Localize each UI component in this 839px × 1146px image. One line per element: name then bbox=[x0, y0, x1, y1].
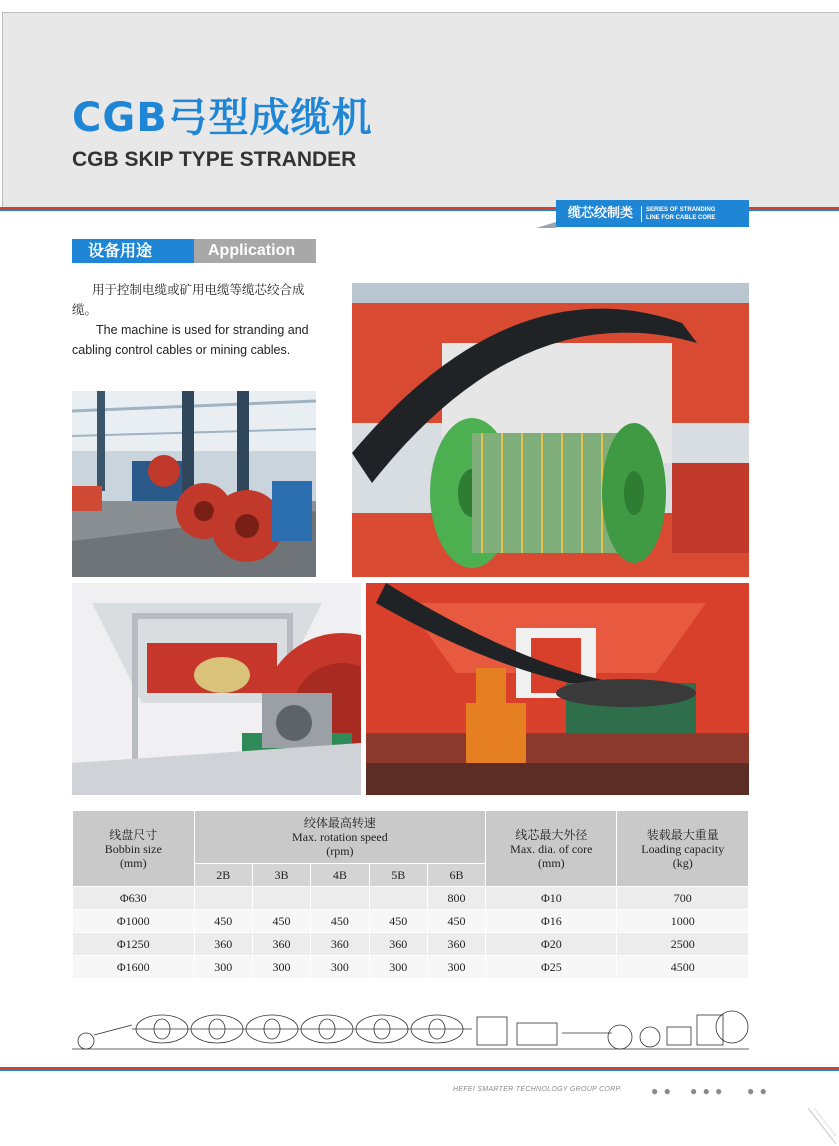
cell-load: 1000 bbox=[617, 910, 749, 933]
footer-company: HEFEI SMARTER TECHNOLOGY GROUP CORP. bbox=[453, 1086, 622, 1093]
series-tag-tail bbox=[536, 222, 556, 228]
table-row bbox=[73, 933, 749, 956]
cell-3b: 360 bbox=[252, 933, 310, 956]
col-header-load bbox=[617, 811, 749, 887]
page-title-en: CGB SKIP TYPE STRANDER bbox=[72, 148, 357, 171]
col-header-load-cn: 装载最大重量 bbox=[646, 827, 719, 842]
cell-3b: 450 bbox=[252, 910, 310, 933]
cell-6b: 450 bbox=[427, 910, 485, 933]
spec-table bbox=[72, 810, 749, 979]
col-header-bobbin-en: Bobbin size bbox=[104, 841, 162, 856]
cell-core: Φ20 bbox=[486, 933, 617, 956]
col-header-speed-en: Max. rotation speed bbox=[292, 830, 388, 844]
col-header-speed-unit: (rpm) bbox=[326, 844, 354, 858]
cell-core: Φ10 bbox=[486, 887, 617, 910]
cell-core: Φ16 bbox=[486, 910, 617, 933]
cell-load: 2500 bbox=[617, 933, 749, 956]
cell-6b: 360 bbox=[427, 933, 485, 956]
cell-load: 4500 bbox=[617, 956, 749, 979]
series-tag-cn: 缆芯绞制类 bbox=[556, 206, 642, 222]
col-header-core-en: Max. dia. of core bbox=[510, 841, 593, 856]
page-title-cn: CGB弓型成缆机 bbox=[72, 95, 373, 141]
photo-strander-tunnel bbox=[72, 583, 361, 795]
description-cn: 用于控制电缆或矿用电缆等缆芯绞合成缆。 bbox=[72, 282, 305, 317]
col-header-core-cn: 线芯最大外径 bbox=[515, 827, 588, 842]
page-corner-fold bbox=[808, 1108, 836, 1144]
cell-bobbin: Φ1250 bbox=[73, 933, 195, 956]
description-en: The machine is used for stranding and cabling control cables or mining cables. bbox=[72, 323, 309, 357]
cell-2b: 300 bbox=[194, 956, 252, 979]
table-row bbox=[73, 887, 749, 910]
photo-bobbin-closeup bbox=[352, 283, 749, 577]
cell-4b bbox=[311, 887, 369, 910]
sub-header-3b: 3B bbox=[252, 864, 310, 887]
cell-2b: 450 bbox=[194, 910, 252, 933]
col-header-core-unit: (mm) bbox=[537, 855, 565, 870]
sub-header-4b: 4B bbox=[311, 864, 369, 887]
sub-header-6b: 6B bbox=[427, 864, 485, 887]
series-tag bbox=[556, 200, 749, 227]
photo-factory-floor bbox=[72, 391, 316, 577]
cell-2b: 360 bbox=[194, 933, 252, 956]
sub-header-5b: 5B bbox=[369, 864, 427, 887]
col-header-speed-cn: 绞体最高转速 bbox=[303, 816, 376, 830]
table-row bbox=[73, 910, 749, 933]
cell-5b: 360 bbox=[369, 933, 427, 956]
cell-5b: 450 bbox=[369, 910, 427, 933]
cell-load: 700 bbox=[617, 887, 749, 910]
application-heading-en: Application bbox=[194, 239, 316, 263]
footer-rule-blue bbox=[0, 1069, 839, 1071]
footer-dots-2: ● ● ● bbox=[690, 1084, 724, 1098]
cell-6b: 300 bbox=[427, 956, 485, 979]
application-description bbox=[72, 280, 322, 360]
col-header-core bbox=[486, 811, 617, 887]
cell-2b bbox=[194, 887, 252, 910]
cell-bobbin: Φ1000 bbox=[73, 910, 195, 933]
series-tag-en-line2: LINE FOR CABLE CORE bbox=[646, 214, 716, 221]
cell-5b: 300 bbox=[369, 956, 427, 979]
series-tag-en bbox=[642, 206, 715, 222]
col-header-load-en: Loading capacity bbox=[641, 841, 725, 856]
cell-bobbin: Φ1600 bbox=[73, 956, 195, 979]
cell-bobbin: Φ630 bbox=[73, 887, 195, 910]
cell-5b bbox=[369, 887, 427, 910]
cell-4b: 450 bbox=[311, 910, 369, 933]
col-header-bobbin bbox=[73, 811, 195, 887]
application-heading bbox=[72, 239, 316, 263]
col-header-speed bbox=[194, 811, 486, 864]
cell-4b: 360 bbox=[311, 933, 369, 956]
cell-core: Φ25 bbox=[486, 956, 617, 979]
col-header-bobbin-cn: 线盘尺寸 bbox=[109, 827, 158, 842]
footer-dots-1: ● ● bbox=[651, 1084, 672, 1098]
col-header-load-unit: (kg) bbox=[672, 855, 693, 870]
cell-4b: 300 bbox=[311, 956, 369, 979]
sub-header-2b: 2B bbox=[194, 864, 252, 887]
col-header-bobbin-unit: (mm) bbox=[119, 855, 147, 870]
machine-line-drawing bbox=[72, 1005, 749, 1055]
cell-3b: 300 bbox=[252, 956, 310, 979]
table-row bbox=[73, 956, 749, 979]
series-tag-en-line1: SERIES OF STRANDING bbox=[646, 206, 716, 213]
application-heading-cn: 设备用途 bbox=[72, 239, 194, 263]
photo-strander-line bbox=[366, 583, 749, 795]
cell-3b bbox=[252, 887, 310, 910]
cell-6b: 800 bbox=[427, 887, 485, 910]
footer-dots-3: ● ● bbox=[747, 1084, 768, 1098]
